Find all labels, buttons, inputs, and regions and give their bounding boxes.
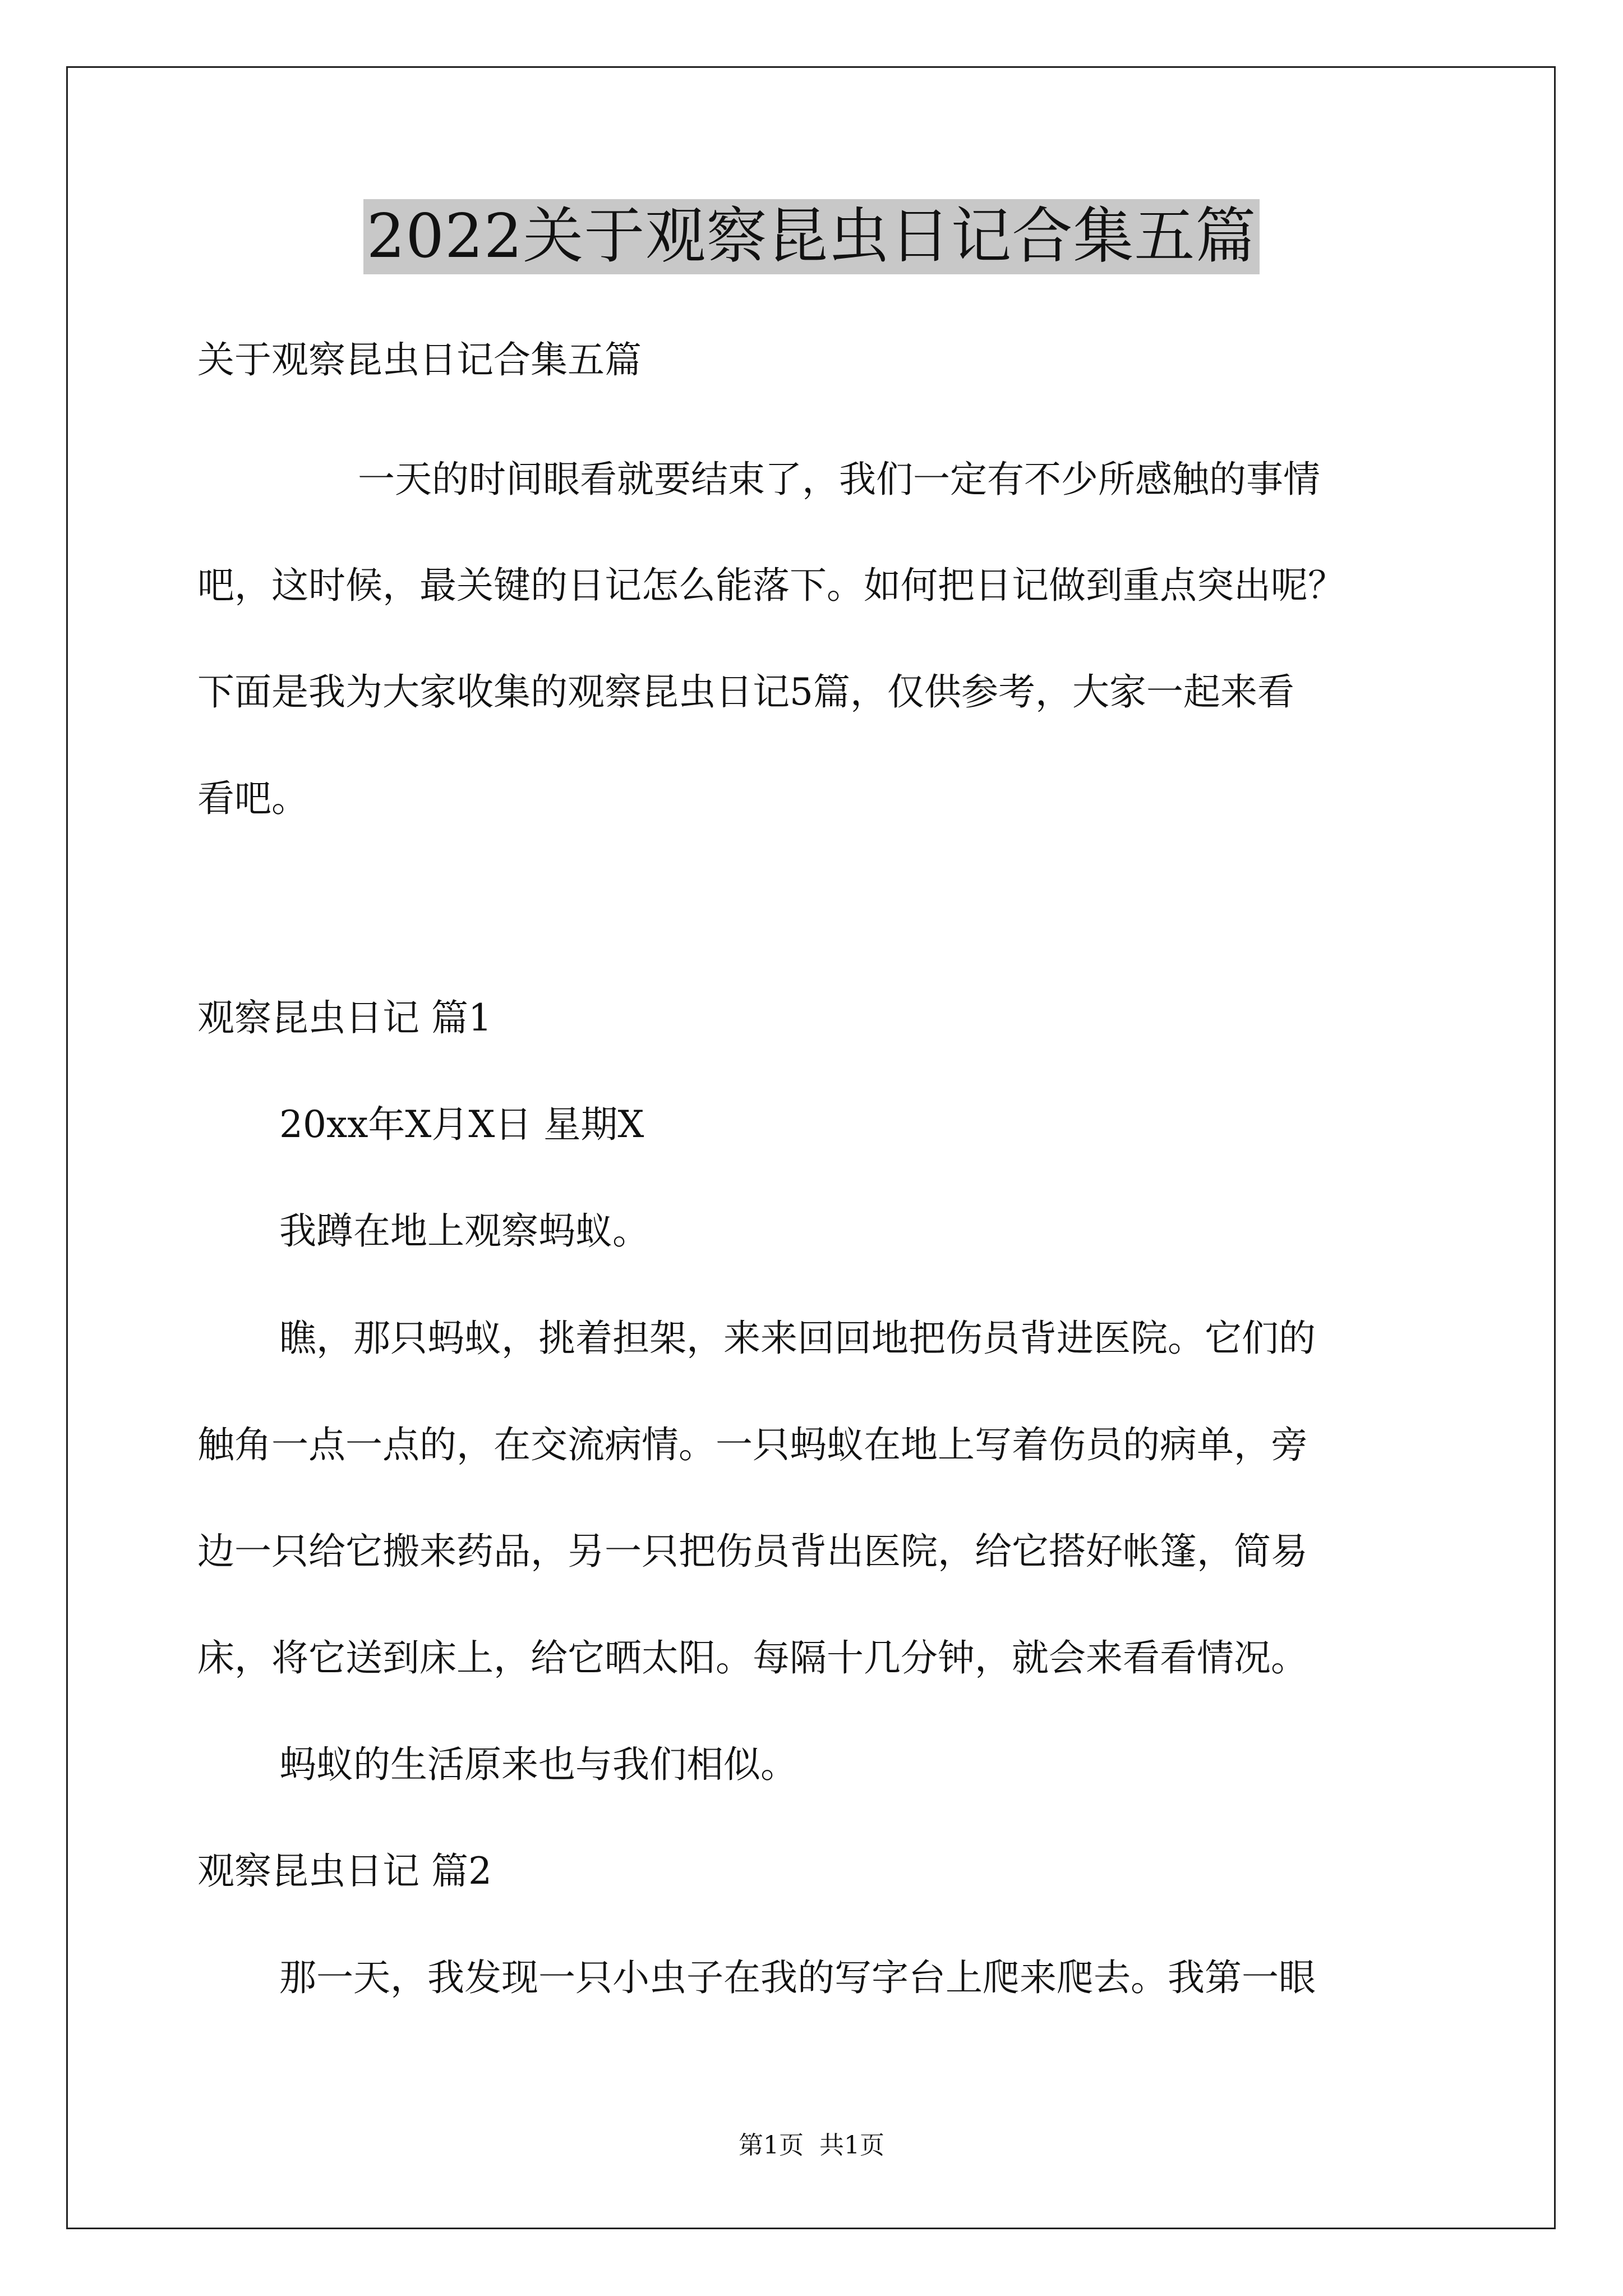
intro-paragraph-line-2: 吧，这时候，最关键的日记怎么能落下。如何把日记做到重点突出呢？ — [197, 564, 1345, 607]
diary-paragraph-2-line-3: 边一只给它搬来药品，另一只把伤员背出医院，给它搭好帐篷，简易 — [197, 1530, 1308, 1573]
diary-paragraph-2-line-2: 触角一点一点的，在交流病情。一只蚂蚁在地上写着伤员的病单，旁 — [197, 1423, 1308, 1466]
intro-paragraph-line-4: 看吧。 — [197, 777, 308, 820]
subtitle-line: 关于观察昆虫日记合集五篇 — [197, 338, 642, 381]
intro-paragraph-line-3: 下面是我为大家收集的观察昆虫日记5篇，仅供参考，大家一起来看 — [197, 670, 1294, 714]
page-border — [66, 66, 1556, 2229]
total-pages: 共1页 — [819, 2131, 884, 2160]
diary-paragraph-2-line-4: 床，将它送到床上，给它晒太阳。每隔十几分钟，就会来看看情况。 — [197, 1636, 1308, 1680]
page-footer — [0, 2129, 1623, 2162]
section-heading-2: 观察昆虫日记 篇2 — [197, 1849, 492, 1893]
intro-paragraph-line-1: 一天的时间眼看就要结束了，我们一定有不少所感触的事情 — [358, 458, 1320, 501]
document-title: 2022关于观察昆虫日记合集五篇 — [363, 199, 1260, 274]
diary-date-line: 20xx年X月X日 星期X — [279, 1103, 644, 1146]
section-heading-1: 观察昆虫日记 篇1 — [197, 996, 492, 1039]
title-container — [0, 199, 1623, 274]
diary-2-paragraph-1-line-1: 那一天，我发现一只小虫子在我的写字台上爬来爬去。我第一眼 — [279, 1956, 1316, 1999]
diary-paragraph-2-line-1: 瞧，那只蚂蚁，挑着担架，来来回回地把伤员背进医院。它们的 — [279, 1317, 1316, 1360]
diary-paragraph-3: 蚂蚁的生活原来也与我们相似。 — [279, 1743, 797, 1786]
diary-paragraph-1: 我蹲在地上观察蚂蚁。 — [279, 1209, 649, 1253]
page-number: 第1页 — [739, 2131, 804, 2160]
